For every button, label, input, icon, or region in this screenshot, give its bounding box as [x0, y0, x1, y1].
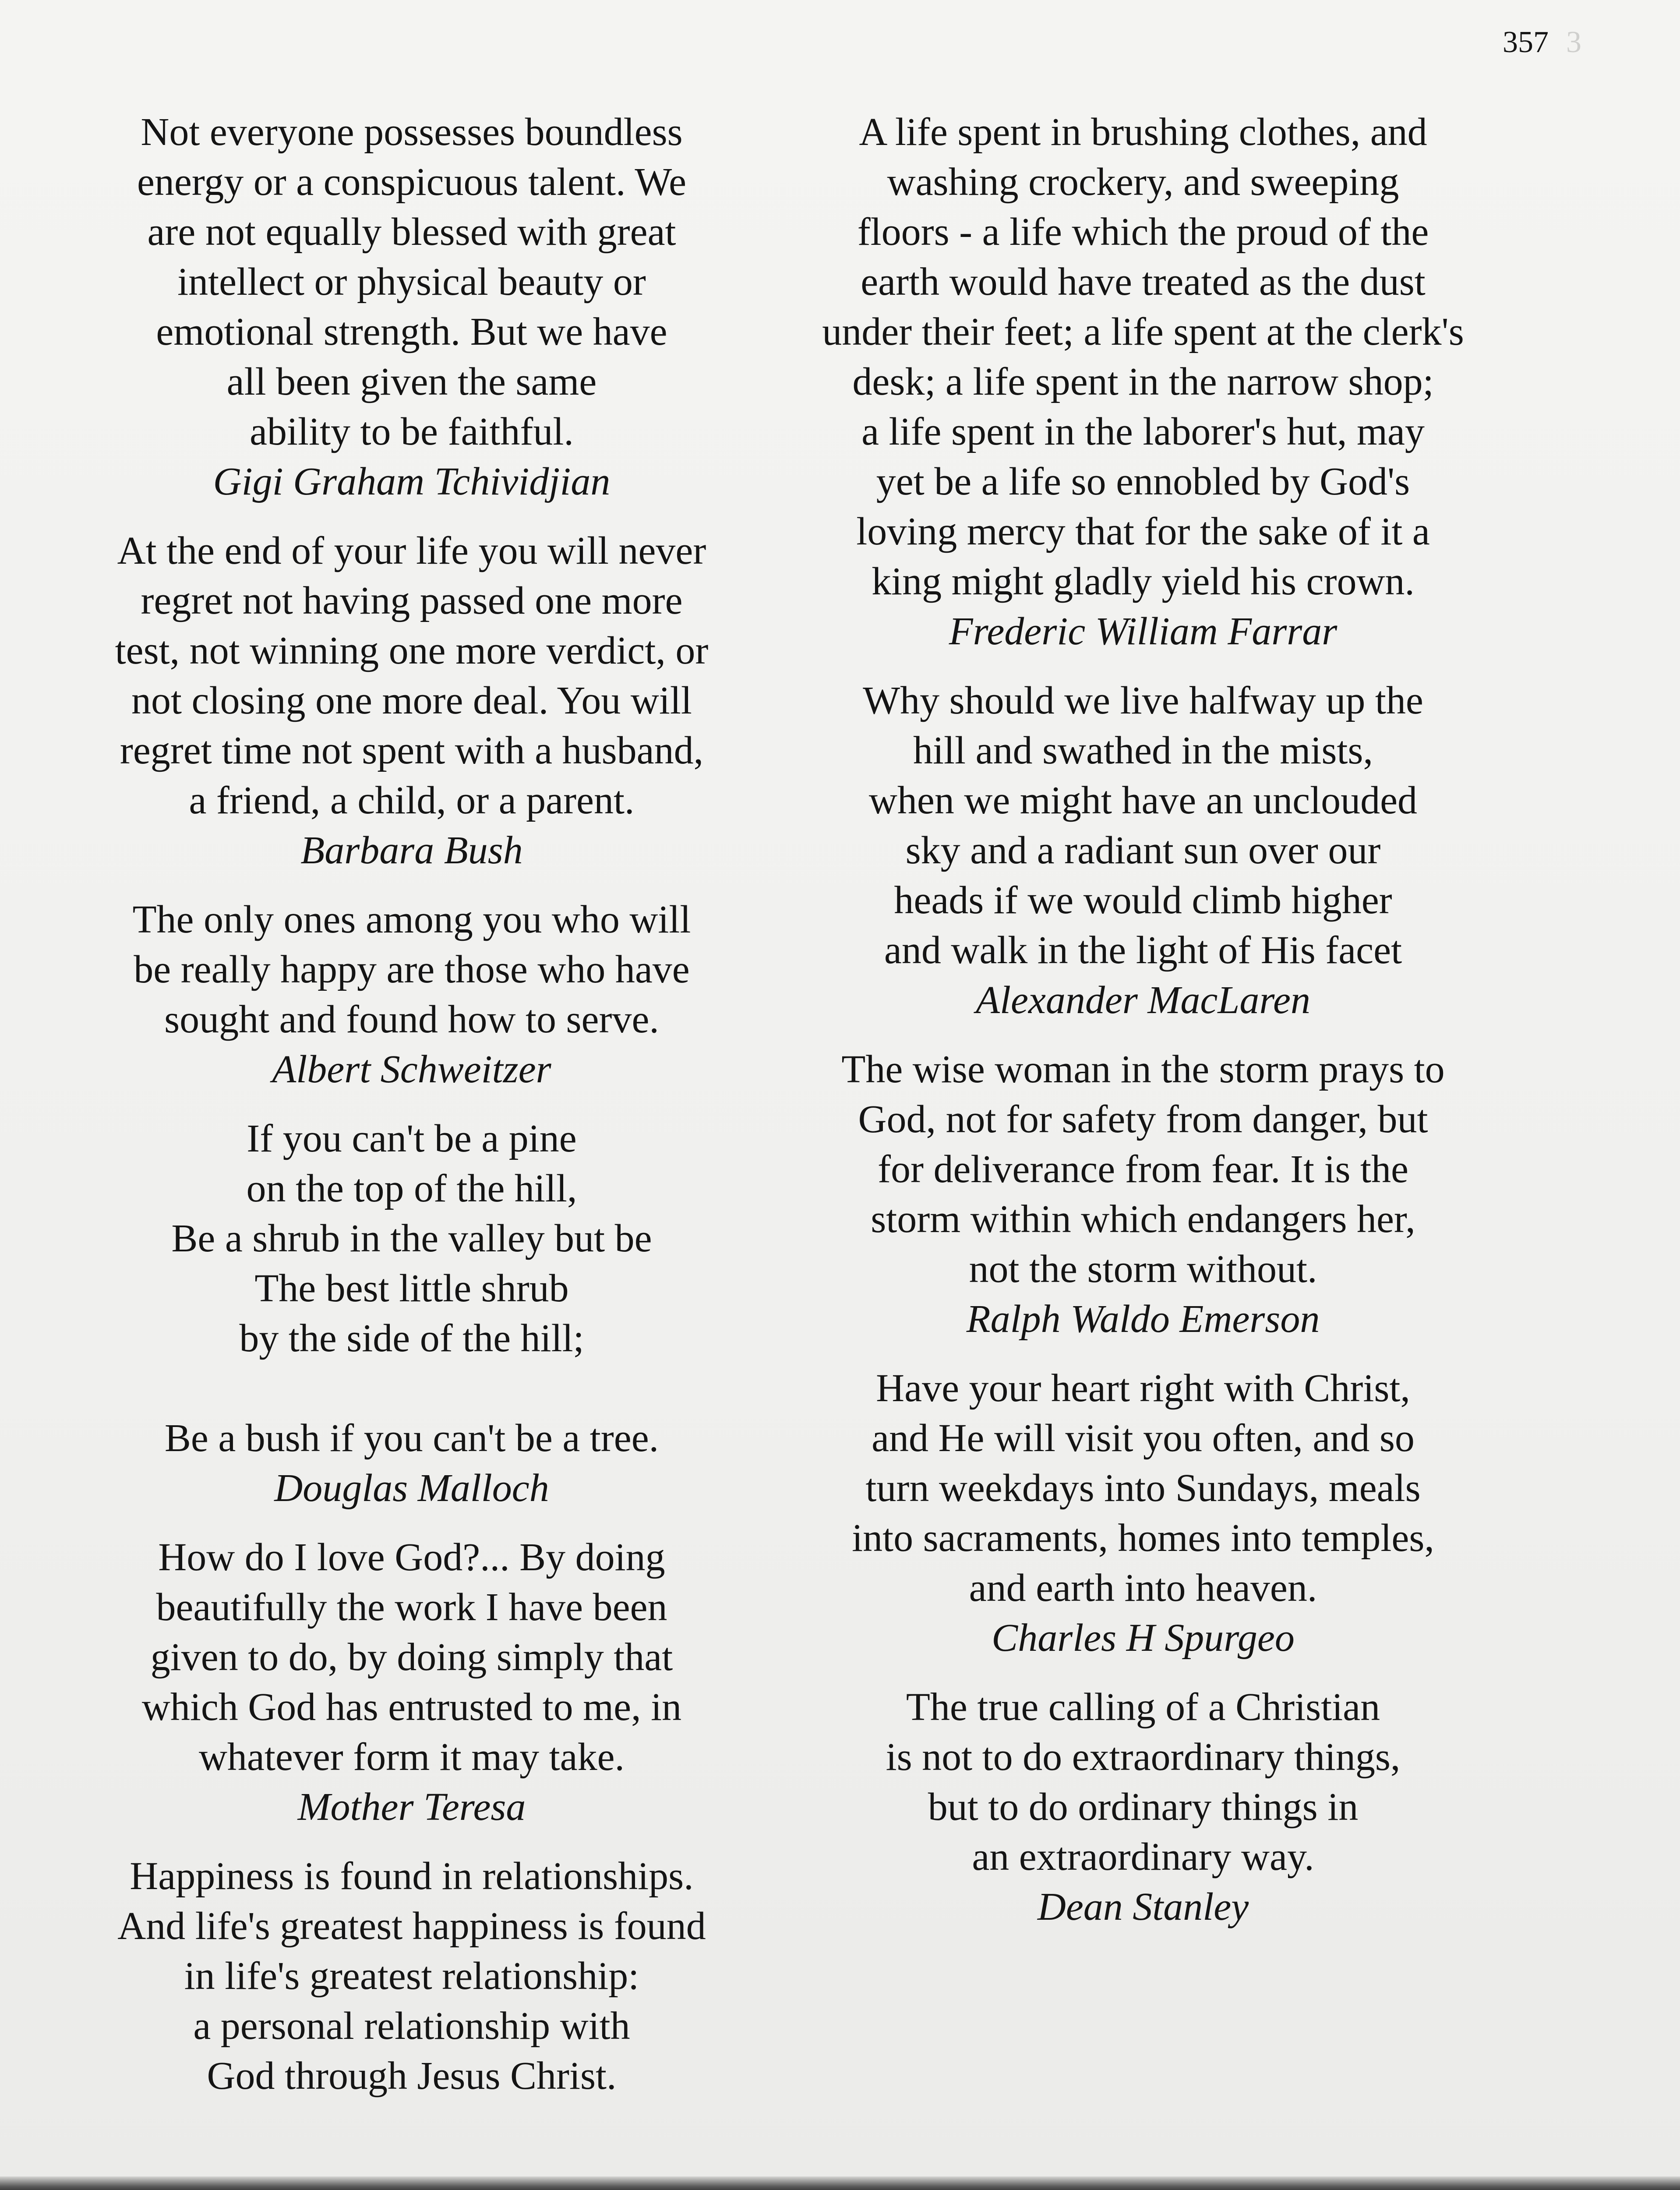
quote-line: emotional strength. But we have — [156, 310, 667, 353]
quote-author: Charles H Spurgeo — [992, 1616, 1295, 1660]
quote-line: is not to do extraordinary things, — [886, 1735, 1401, 1779]
quote-block — [810, 1363, 1476, 1663]
quote-line: test, not winning one more verdict, or — [115, 629, 709, 672]
quote-line: God, not for safety from danger, but — [858, 1098, 1428, 1141]
quote-line: sought and found how to serve. — [164, 998, 659, 1041]
quote-line: The wise woman in the storm prays to — [841, 1048, 1445, 1091]
quote-line: heads if we would climb higher — [894, 879, 1392, 922]
quote-block — [810, 1045, 1476, 1344]
quote-line: loving mercy that for the sake of it a — [856, 510, 1430, 553]
quote-author: Frederic William Farrar — [949, 610, 1338, 653]
quote-line: Not everyone possesses boundless — [141, 110, 683, 154]
quote-line: in life's greatest relationship: — [184, 1954, 639, 1998]
quote-line: yet be a life so ennobled by God's — [876, 460, 1410, 503]
quote-line: At the end of your life you will never — [117, 529, 706, 572]
quote-block — [810, 107, 1476, 657]
quote-author: Gigi Graham Tchividjian — [213, 460, 611, 503]
quote-line: Why should we live halfway up the — [863, 679, 1423, 722]
quote-line: into sacraments, homes into temples, — [852, 1516, 1434, 1560]
quote-line: and walk in the light of His facet — [884, 929, 1402, 972]
quote-line: The best little shrub — [254, 1267, 569, 1310]
bleed-through-page-number: 3 — [1566, 25, 1581, 59]
quote-line: hill and swathed in the mists, — [913, 729, 1373, 772]
scan-bottom-edge — [0, 2176, 1680, 2190]
quote-block — [79, 107, 745, 507]
quote-line: Have your heart right with Christ, — [876, 1367, 1410, 1410]
quote-line: and earth into heaven. — [969, 1566, 1317, 1610]
quote-line: ability to be faithful. — [250, 410, 574, 453]
quote-line: desk; a life spent in the narrow shop; — [852, 360, 1434, 403]
quote-line: regret time not spent with a husband, — [120, 729, 704, 772]
quote-line: a friend, a child, or a parent. — [189, 779, 635, 822]
quote-line: And life's greatest happiness is found — [117, 1904, 706, 1948]
quote-line: but to do ordinary things in — [928, 1785, 1359, 1829]
quote-line: when we might have an unclouded — [868, 779, 1418, 822]
quote-line: Be a bush if you can't be a tree. — [164, 1416, 659, 1460]
quote-line: storm within which endangers her, — [871, 1197, 1415, 1241]
quote-line: intellect or physical beauty or — [177, 260, 646, 304]
quote-line: a personal relationship with — [193, 2004, 630, 2048]
quote-line: for deliverance from fear. It is the — [878, 1148, 1408, 1191]
quote-line: under their feet; a life spent at the clerk's — [822, 310, 1464, 353]
quote-line: turn weekdays into Sundays, meals — [865, 1466, 1421, 1510]
right-column — [810, 107, 1476, 1951]
quote-author: Mother Teresa — [297, 1785, 526, 1829]
quote-author: Alexander MacLaren — [976, 978, 1310, 1022]
quote-author: Douglas Malloch — [274, 1466, 549, 1510]
quote-block — [79, 1851, 745, 2101]
quote-line: washing crockery, and sweeping — [887, 160, 1399, 204]
quote-author: Barbara Bush — [300, 829, 523, 872]
quote-line: an extraordinary way. — [972, 1835, 1314, 1879]
quote-line: If you can't be a pine — [247, 1117, 577, 1160]
quote-line: How do I love God?... By doing — [158, 1536, 665, 1579]
quote-block — [810, 676, 1476, 1025]
quote-line: by the side of the hill; — [239, 1317, 584, 1360]
quote-block — [79, 526, 745, 876]
quote-line: The true calling of a Christian — [906, 1685, 1380, 1729]
quote-line: A life spent in brushing clothes, and — [859, 110, 1427, 154]
quote-line: king might gladly yield his crown. — [872, 560, 1415, 603]
quote-block — [79, 895, 745, 1095]
quote-line: are not equally blessed with great — [147, 210, 676, 254]
quote-line: floors - a life which the proud of the — [857, 210, 1429, 254]
quote-line: regret not having passed one more — [141, 579, 683, 622]
quote-line: and He will visit you often, and so — [872, 1416, 1415, 1460]
quote-line: which God has entrusted to me, in — [141, 1685, 682, 1729]
quote-line: The only ones among you who will — [132, 898, 691, 941]
page-number: 357 — [1503, 25, 1549, 59]
quote-line: on the top of the hill, — [246, 1167, 577, 1210]
quote-block — [79, 1533, 745, 1832]
quote-line: be really happy are those who have — [134, 948, 690, 991]
quote-line: God through Jesus Christ. — [207, 2054, 617, 2098]
quote-line: given to do, by doing simply that — [150, 1635, 673, 1679]
quote-author: Albert Schweitzer — [272, 1048, 551, 1091]
quote-line: all been given the same — [226, 360, 597, 403]
quote-line: earth would have treated as the dust — [861, 260, 1426, 304]
quote-line: Happiness is found in relationships. — [130, 1854, 694, 1898]
quote-line: not the storm without. — [969, 1247, 1317, 1291]
quote-block — [810, 1682, 1476, 1932]
stanza-gap — [79, 1363, 745, 1413]
quote-block — [79, 1114, 745, 1513]
quote-line: a life spent in the laborer's hut, may — [861, 410, 1425, 453]
quote-line: energy or a conspicuous talent. We — [137, 160, 687, 204]
quote-line: not closing one more deal. You will — [131, 679, 692, 722]
quote-author: Ralph Waldo Emerson — [966, 1297, 1320, 1341]
quote-line: Be a shrub in the valley but be — [171, 1217, 652, 1260]
left-column — [79, 107, 745, 2101]
quote-author: Dean Stanley — [1037, 1885, 1249, 1929]
quote-line: whatever form it may take. — [198, 1735, 625, 1779]
quote-line: beautifully the work I have been — [156, 1586, 667, 1629]
quote-line: sky and a radiant sun over our — [905, 829, 1381, 872]
